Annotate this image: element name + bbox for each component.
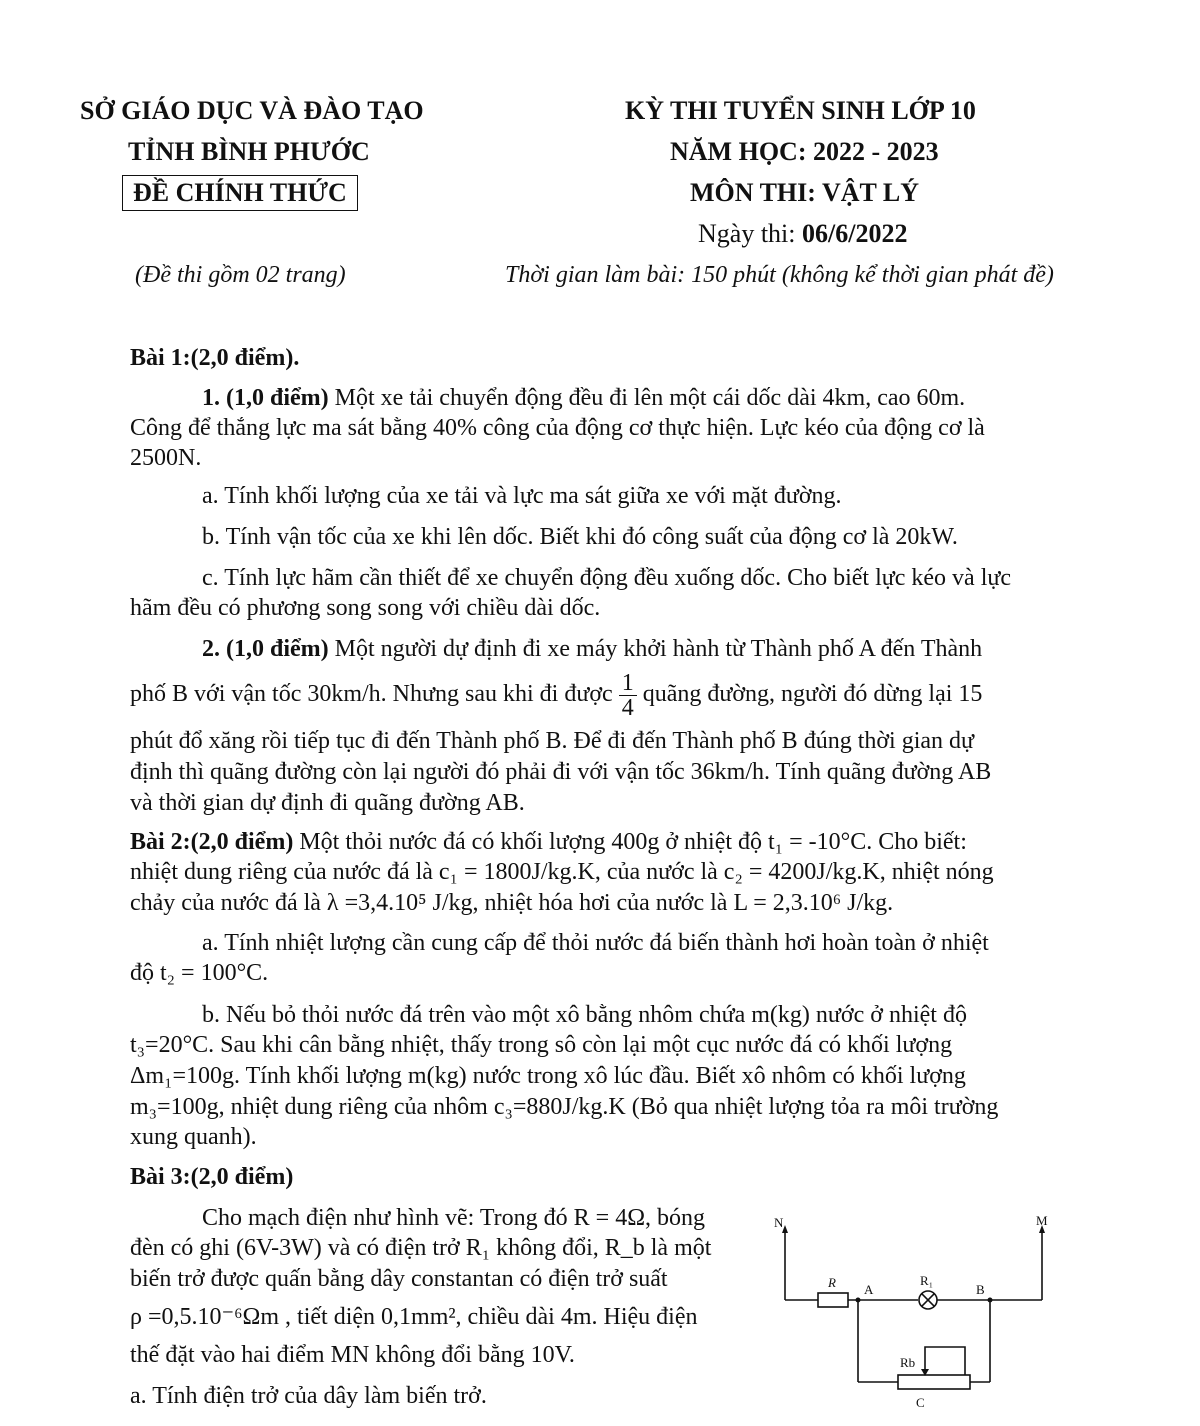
bai1-part2-line5: và thời gian dự định đi quãng đường AB. bbox=[130, 790, 525, 816]
bai1-part1-line1: 1. (1,0 điểm) Một xe tải chuyển động đều đi lên một cái dốc dài 4km, cao 60m. bbox=[202, 385, 966, 411]
bai3-line4: ρ =0,5.10⁻⁶Ωm , tiết diện 0,1mm², chiều dài 4m. Hiệu điện bbox=[130, 1304, 698, 1330]
rheostat-slider bbox=[925, 1347, 965, 1375]
bai2-question-b-line4: m₃=100g, nhiệt dung riêng của nhôm c₃=880J/kg.K (Bỏ qua nhiệt lượng tỏa ra môi trường bbox=[130, 1094, 999, 1120]
bai1-part2-line3: phút đổ xăng rồi tiếp tục đi đến Thành phố B. Để đi đến Thành phố B đúng thời gian dự bbox=[130, 728, 975, 754]
bai3-line2: đèn có ghi (6V-3W) và có điện trở R₁ không đổi, R_b là một bbox=[130, 1235, 712, 1261]
bai3-question-a: a. Tính điện trở của dây làm biến trở. bbox=[130, 1383, 487, 1409]
bai3-line1: Cho mạch điện như hình vẽ: Trong đó R = 4Ω, bóng bbox=[202, 1205, 706, 1231]
exam-date-label: Ngày thi: bbox=[698, 219, 802, 248]
bai1-part2-line4: định thì quãng đường còn lại người đó phải đi với vận tốc 36km/h. Tính quãng đường AB bbox=[130, 759, 992, 785]
bai1-question-a: a. Tính khối lượng của xe tải và lực ma sát giữa xe với mặt đường. bbox=[202, 483, 842, 509]
official-exam-label: ĐỀ CHÍNH THỨC bbox=[122, 175, 358, 211]
bai1-question-b: b. Tính vận tốc của xe khi lên dốc. Biết khi đó công suất của động cơ là 20kW. bbox=[202, 524, 958, 550]
label-c: C bbox=[916, 1395, 925, 1410]
time-note: Thời gian làm bài: 150 phút (không kể thời gian phát đề) bbox=[505, 262, 1054, 288]
circuit-diagram bbox=[760, 1205, 1080, 1420]
province-name: TỈNH BÌNH PHƯỚC bbox=[128, 137, 370, 166]
bai3-line5: thế đặt vào hai điểm MN không đổi bằng 10V. bbox=[130, 1342, 575, 1368]
pages-note: (Đề thi gồm 02 trang) bbox=[135, 262, 346, 288]
label-b: B bbox=[976, 1282, 985, 1297]
exam-date-line bbox=[698, 219, 907, 249]
bai1-part2-line2: phố B với vận tốc 30km/h. Nhưng sau khi đi được $\frac{1}{4}$ quãng đường, người đó dừng lại 15 bbox=[130, 669, 983, 721]
fraction-one-quarter: $\frac{1}{4}$ bbox=[619, 671, 637, 720]
rheostat-rb bbox=[898, 1375, 970, 1389]
bai1-part1-line2: Công để thắng lực ma sát bằng 40% công của động cơ thực hiện. Lực kéo của động cơ là bbox=[130, 415, 985, 441]
bai2-question-a-line1: a. Tính nhiệt lượng cần cung cấp để thỏi nước đá biến thành hơi hoàn toàn ở nhiệt bbox=[202, 930, 989, 956]
resistor-r bbox=[818, 1293, 848, 1307]
bai2-question-b-line2: t₃=20°C. Sau khi cân bằng nhiệt, thấy trong sô còn lại một cục nước đá có khối lượng bbox=[130, 1032, 953, 1058]
exam-date: 06/6/2022 bbox=[802, 219, 908, 248]
bai1-title: Bài 1:(2,0 điểm). bbox=[130, 345, 300, 371]
bai2-question-b-line1: b. Nếu bỏ thỏi nước đá trên vào một xô bằng nhôm chứa m(kg) nước ở nhiệt độ bbox=[202, 1002, 967, 1028]
bai2-question-a-line2: độ t₂ = 100°C. bbox=[130, 960, 269, 986]
bai2-line1: Bài 2:(2,0 điểm) Một thỏi nước đá có khối lượng 400g ở nhiệt độ t₁ = -10°C. Cho biết: bbox=[130, 829, 967, 855]
bai2-question-b-line3: Δm₁=100g. Tính khối lượng m(kg) nước trong xô lúc đầu. Biết xô nhôm có khối lượng bbox=[130, 1063, 966, 1089]
bai2-question-b-line5: xung quanh). bbox=[130, 1124, 257, 1150]
label-r1: R₁ bbox=[920, 1273, 934, 1288]
bai1-part1-line3: 2500N. bbox=[130, 445, 202, 471]
department-name: SỞ GIÁO DỤC VÀ ĐÀO TẠO bbox=[80, 96, 424, 125]
bai1-question-c-line2: hãm đều có phương song song với chiều dài dốc. bbox=[130, 595, 601, 621]
bai1-question-c-line1: c. Tính lực hãm cần thiết để xe chuyển động đều xuống dốc. Cho biết lực kéo và lực bbox=[202, 565, 1012, 591]
label-rb: Rb bbox=[900, 1355, 916, 1370]
label-a: A bbox=[864, 1282, 874, 1297]
bai3-title: Bài 3:(2,0 điểm) bbox=[130, 1164, 294, 1190]
bai3-line3: biến trở được quấn bằng dây constantan có điện trở suất bbox=[130, 1266, 668, 1292]
school-year: NĂM HỌC: 2022 - 2023 bbox=[670, 137, 939, 166]
node-b-dot bbox=[988, 1298, 993, 1303]
subject: MÔN THI: VẬT LÝ bbox=[690, 178, 919, 207]
node-a-dot bbox=[856, 1298, 861, 1303]
bai2-line3: chảy của nước đá là λ =3,4.10⁵ J/kg, nhiệt hóa hơi của nước là L = 2,3.10⁶ J/kg. bbox=[130, 890, 894, 916]
label-r: R bbox=[828, 1275, 836, 1290]
exam-title: KỲ THI TUYỂN SINH LỚP 10 bbox=[625, 96, 976, 125]
bai1-part2-line1: 2. (1,0 điểm) Một người dự định đi xe máy khởi hành từ Thành phố A đến Thành bbox=[202, 636, 983, 662]
label-m: M bbox=[1036, 1213, 1048, 1228]
label-n: N bbox=[774, 1215, 784, 1230]
bai2-line2: nhiệt dung riêng của nước đá là c₁ = 1800J/kg.K, của nước là c₂ = 4200J/kg.K, nhiệt nóng bbox=[130, 859, 994, 885]
